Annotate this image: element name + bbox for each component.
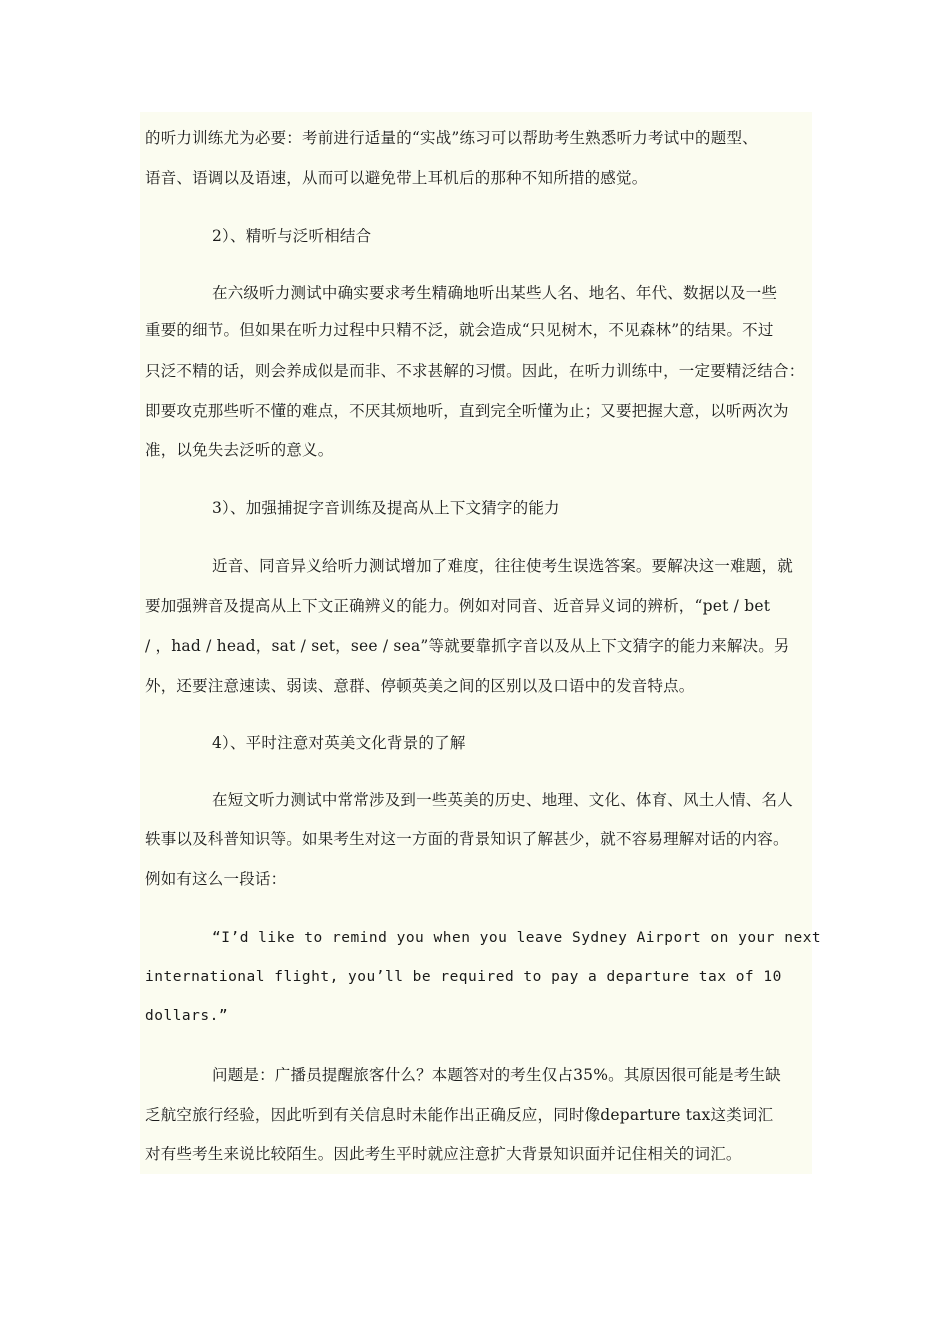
section-heading: 4）、平时注意对英美文化背景的了解: [212, 734, 466, 752]
paragraph-line: 轶事以及科普知识等。如果考生对这一方面的背景知识了解甚少，就不容易理解对话的内容。: [145, 830, 789, 848]
paragraph-line: 问题是：广播员提醒旅客什么？本题答对的考生仅占35%。其原因很可能是考生缺: [212, 1066, 781, 1084]
paragraph-line: 对有些考生来说比较陌生。因此考生平时就应注意扩大背景知识面并记住相关的词汇。: [145, 1145, 742, 1163]
paragraph-line: 准，以免失去泛听的意义。: [145, 441, 334, 459]
quote-line: dollars.”: [145, 1008, 229, 1024]
paragraph-line: 外，还要注意速读、弱读、意群、停顿英美之间的区别以及口语中的发音特点。: [145, 677, 695, 695]
quote-line: international flight, you’ll be required to pay a departure tax of 10: [145, 969, 782, 985]
paragraph-line: 近音、同音异义给听力测试增加了难度，往往使考生误选答案。要解决这一难题，就: [212, 557, 793, 575]
section-heading: 3）、加强捕捉字音训练及提高从上下文猜字的能力: [212, 499, 560, 517]
paragraph-line: 例如有这么一段话：: [145, 870, 287, 888]
section-heading: 2）、精听与泛听相结合: [212, 227, 372, 245]
paragraph-line: 在短文听力测试中常常涉及到一些英美的历史、地理、文化、体育、风土人情、名人: [212, 791, 793, 809]
paragraph-line: 语音、语调以及语速，从而可以避免带上耳机后的那种不知所措的感觉。: [145, 169, 648, 187]
quote-line: “I’d like to remind you when you leave Sydney Airport on your next: [212, 930, 822, 946]
paragraph-line: / ，had / head，sat / set，see / sea”等就要靠抓字音以及从上下文猜字的能力来解决。另: [145, 637, 790, 655]
paragraph-line: 要加强辨音及提高从上下文正确辨义的能力。例如对同音、近音异义词的辨析，“pet / bet: [145, 597, 771, 615]
paragraph-line: 重要的细节。但如果在听力过程中只精不泛，就会造成“只见树木，不见森林”的结果。不过: [145, 321, 774, 339]
paragraph-line: 乏航空旅行经验，因此听到有关信息时未能作出正确反应，同时像departure tax这类词汇: [145, 1106, 774, 1124]
paragraph-line: 在六级听力测试中确实要求考生精确地听出某些人名、地名、年代、数据以及一些: [212, 284, 778, 302]
paragraph-line: 即要攻克那些听不懂的难点，不厌其烦地听，直到完全听懂为止；又要把握大意，以听两次为: [145, 402, 789, 420]
paragraph-line: 的听力训练尤为必要：考前进行适量的“实战”练习可以帮助考生熟悉听力考试中的题型、: [145, 129, 758, 147]
paragraph-line: 只泛不精的话，则会养成似是而非、不求甚解的习惯。因此，在听力训练中，一定要精泛结合：: [145, 362, 805, 380]
